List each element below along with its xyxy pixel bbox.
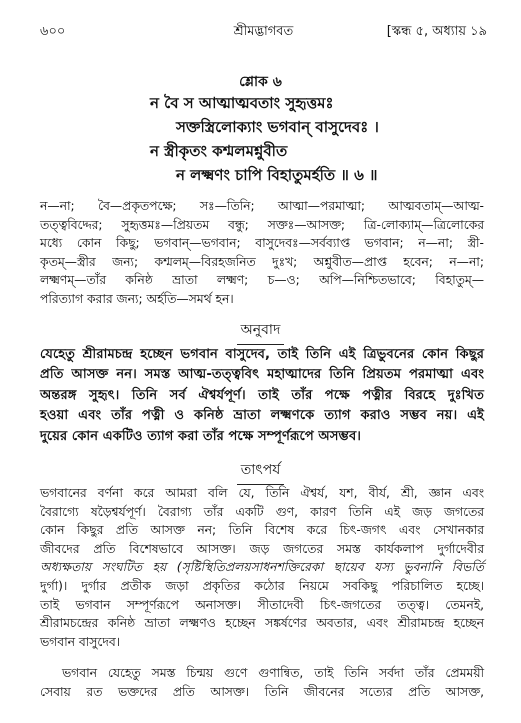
verse-title-text: শ্লোক ৬ — [239, 74, 282, 90]
verse-title — [0, 70, 521, 94]
purport-heading-text: তাৎপর্য — [237, 458, 285, 485]
purport-line: বৈরাগ্যে ষড়ৈশ্বর্যপূর্ণ। বৈরাগ্য তাঁর একটি গুণ, কারণ তিনি এই জড় জগতের — [40, 504, 484, 519]
synonyms — [40, 197, 484, 309]
page-number: ৬০০ — [40, 24, 66, 39]
purport-line: দুর্গা)। দুর্গার প্রতীক জড়া প্রকৃতির কঠোর নিয়মে সবকিছু পরিচালিত হচ্ছে। — [40, 578, 484, 593]
translation-line: অন্তরঙ্গ সুহৃৎ। তিনি সর্ব ঐশ্বর্যপূর্ণ। তাই তাঁর পক্ষে পত্নীর বিরহে দুঃখিত — [40, 387, 484, 403]
verse-line-2: সক্তস্ত্রিলোক্যাং ভগবান্ বাসুদেবঃ । — [176, 118, 379, 136]
translation-line: যেহেতু শ্রীরামচন্দ্র হচ্ছেন ভগবান বাসুদেব, তাই তিনি এই ত্রিভুবনের কোন কিছুর — [40, 347, 484, 362]
purport-line: অধ্যক্ষতায় সংঘটিত হয় (সৃষ্টিস্থিতিপ্রলয়সাধনশক্তিরেকা ছায়েব যস্য ভুবনানি বিভর্তি — [40, 560, 484, 575]
purport-heading — [0, 458, 521, 485]
synonym-line: তত্ত্ববিদ্দের; সুহৃত্তমঃ—প্রিয়তম বন্ধু; সক্তঃ—আসক্ত; ত্রি-লোক্যাম্—ত্রিলোকের — [40, 217, 484, 232]
synonym-line: পরিত্যাগ করার জন্য; অর্হতি—সমর্থ হন। — [40, 291, 234, 306]
translation-line: দুয়ের কোন একটিও ত্যাগ করা তাঁর পক্ষে সম্পূর্ণরূপে অসম্ভব। — [40, 428, 362, 444]
verse-line-3: ন স্ত্রীকৃতং কশ্মলমশ্নুবীত — [150, 142, 288, 160]
purport-line: ভগবানের বর্ণনা করে আমরা বলি যে, তিনি ঐশ্বর্য, যশ, বীর্য, শ্রী, জ্ঞান এবং — [40, 486, 484, 500]
book-title: শ্রীমদ্ভাগবত — [233, 24, 294, 39]
purport-line: জীবদের প্রতি বিশেষভাবে আসক্ত। জড় জগতের সমস্ত কার্যকলাপ দুর্গাদেবীর — [40, 541, 484, 556]
translation-line: প্রতি আসক্ত নন। সমস্ত আত্ম-তত্ত্ববিৎ মহাত্মাদের তিনি প্রিয়তম পরমাত্মা এবং — [40, 367, 484, 383]
purport-line: তাই ভগবান সম্পূর্ণরূপে অনাসক্ত। সীতাদেবী চিৎ-জগতের তত্ত্ব। তেমনই, — [40, 597, 484, 612]
purport-line: ভগবান বাসুদেব। — [40, 634, 121, 649]
purport-line: শ্রীরামচন্দ্রের কনিষ্ঠ ভ্রাতা লক্ষ্মণও হচ্ছেন সঙ্কর্ষণের অবতার, এবং শ্রীরামচন্দ্র হচ্ছেন — [40, 616, 484, 631]
purport-line: ভগবান যেহেতু সমস্ত চিন্ময় গুণে গুণান্বিত, তাই তিনি সর্বদা তাঁর প্রেমময়ী — [62, 666, 484, 680]
synonym-line: কৃতম্—স্ত্রীর জন্য; কশ্মলম্—বিরহজনিত দুঃখ; অশ্নুবীত—প্রাপ্ত হবেন; ন—না; — [40, 254, 484, 269]
purport-line: সেবায় রত ভক্তদের প্রতি আসক্ত। তিনি জীবনের সত্যের প্রতি আসক্ত, — [40, 684, 484, 699]
running-header — [40, 22, 487, 42]
translation-line: হওয়া এবং তাঁর পত্নী ও কনিষ্ঠ ভ্রাতা লক্ষ্মণকে ত্যাগ করাও সম্ভব নয়। এই — [40, 408, 484, 424]
purport-paragraph-1 — [40, 484, 484, 651]
purport-paragraph-2 — [40, 664, 484, 701]
synonym-line: লক্ষ্মণম্—তাঁর কনিষ্ঠ ভ্রাতা লক্ষ্মণ; চ—ও; অপি—নিশ্চিতভাবে; বিহাতুম্— — [40, 273, 484, 288]
translation-heading-text: অনুবাদ — [237, 318, 285, 345]
purport-line: কোন কিছুর প্রতি আসক্ত নন; তিনি বিশেষ করে চিৎ-জগৎ এবং সেখানকার — [40, 523, 484, 538]
synonym-line: ন—না; বৈ—প্রকৃতপক্ষে; সঃ—তিনি; আত্মা—পরমাত্মা; আত্মবতাম্—আত্ম- — [40, 199, 484, 213]
verse-line-4: ন লক্ষ্মণং চাপি বিহাতুমর্হতি ॥ ৬ ॥ — [176, 166, 378, 184]
synonym-line: মধ্যে কোন কিছু; ভগবান্—ভগবান; বাসুদেবঃ—সর্বব্যাপ্ত ভগবান; ন—না; স্ত্রী- — [40, 236, 484, 251]
translation-text — [40, 345, 484, 447]
translation-heading — [0, 318, 521, 345]
chapter-reference: [স্কন্ধ ৫, অধ্যায় ১৯ — [386, 24, 487, 39]
verse-line-1: ন বৈ স আত্মাত্মবতাং সুহৃত্তমঃ — [150, 94, 334, 112]
